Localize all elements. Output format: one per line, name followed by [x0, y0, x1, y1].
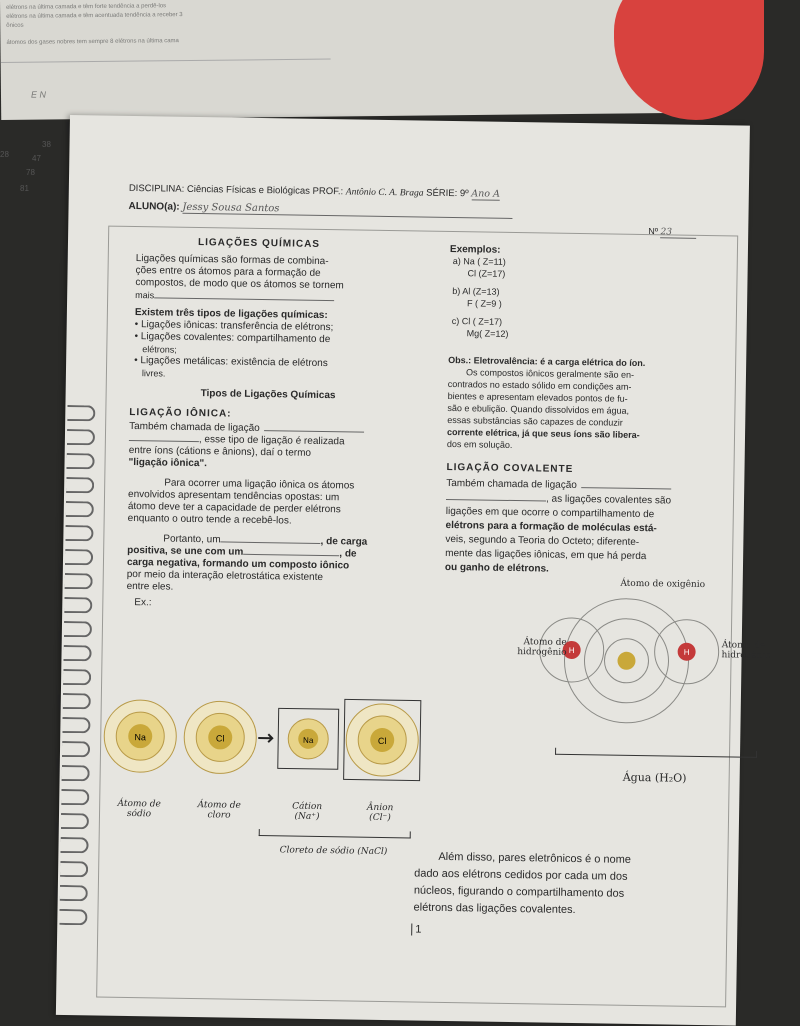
bg-text-line: elétrons na última camada e têm acentuada tendência a receber 3: [6, 12, 183, 20]
types-intro: Existem três tipos de ligações químicas:: [134, 307, 328, 322]
paragraph-line: Para ocorrer uma ligação iônica os átomos: [164, 477, 355, 492]
chlorine-atom: [184, 701, 257, 774]
type-covalent: elétrons;: [142, 344, 177, 355]
section-title: LIGAÇÕES QUÍMICAS: [197, 237, 321, 250]
margin-number: 47: [32, 154, 41, 163]
chloride-anion: [344, 699, 421, 780]
student-name: Jessy Sousa Santos: [182, 202, 512, 219]
example-b: F ( Z=9 ): [467, 298, 502, 309]
footer-line: núcleos, figurando o compartilhamento dos: [413, 884, 625, 900]
student-header: [128, 201, 512, 219]
na-plus-symbol: Na: [303, 735, 314, 745]
covalent-text: elétrons para a formação de moléculas está-: [445, 519, 657, 535]
ionic-text: "ligação iônica".: [128, 456, 208, 470]
cl-minus-symbol: Cl: [377, 735, 387, 747]
example-c: c) Cl ( Z=17): [451, 316, 503, 327]
intro-line: Ligações químicas são formas de combina-: [135, 253, 329, 268]
paragraph-line: envolvidos apresentam tendências opostas: um: [127, 488, 340, 504]
covalent-text: mente das ligações iônicas, em que há perda: [445, 547, 647, 563]
caption-chlorine: Átomo de cloro: [197, 800, 241, 821]
oxygen-nucleus: [617, 652, 635, 670]
cl-symbol: Cl: [215, 733, 225, 744]
paragraph-line: enquanto o outro tende a recebê-los.: [127, 512, 292, 527]
obs-line: essas substâncias são capazes de conduzir: [447, 414, 623, 428]
na-symbol: Na: [134, 732, 147, 743]
hydrogen-label-right: Átomo de hidrogênio: [721, 640, 772, 662]
arrow-icon: [258, 734, 272, 742]
water-caption: Água (H₂O): [622, 770, 687, 785]
paragraph-line: positiva, se une com um , de: [127, 544, 357, 560]
oxygen-label: Átomo de oxigênio: [620, 578, 706, 591]
example-label: Ex.:: [134, 597, 152, 609]
type-covalent: • Ligações covalentes: compartilhamento de: [134, 331, 331, 346]
worksheet-page: [56, 115, 772, 1026]
example-b: b) Al (Z=13): [452, 286, 500, 297]
spiral-binding: [59, 405, 101, 945]
intro-line: mais: [135, 289, 334, 304]
covalent-text: ou ganho de elétrons.: [444, 561, 549, 575]
caption-anion: Ânion (Cl⁻): [366, 802, 394, 824]
bg-text-line: átomos dos gases nobres tem sempre 8 elétrons na última cama: [6, 38, 179, 46]
bg-text-line: ônicos: [6, 22, 24, 29]
ionic-text: Também chamada de ligação: [129, 421, 364, 437]
covalent-text: ligações em que ocorre o compartilhamento de: [445, 505, 655, 521]
number-label: Nº: [648, 226, 659, 237]
intro-line: ções entre os átomos para a formação de: [135, 265, 321, 279]
nacl-illustration: [98, 691, 420, 856]
margin-number: 28: [0, 150, 9, 159]
hydrogen-label-left: Átomo de hidrogênio: [517, 637, 567, 658]
example-a: Cl (Z=17): [467, 268, 506, 279]
footer-line: elétrons das ligações covalentes.: [413, 901, 576, 917]
paragraph-line: por meio da interação eletrostática existente: [126, 568, 324, 584]
obs-line: Obs.: Eletrovalência: é a carga elétrica do íon.: [448, 354, 646, 369]
page-number: 1: [411, 923, 421, 935]
covalent-text: veis, segundo a Teoria do Octeto; diferente-: [445, 533, 640, 548]
margin-number: 81: [20, 184, 29, 193]
paragraph-line: átomo deve ter a capacidade de perder elétrons: [127, 500, 341, 516]
ionic-title: LIGAÇÃO IÔNICA:: [129, 406, 232, 420]
bracket: [259, 829, 411, 838]
obs-line: são e ebulição. Quando dissolvidos em água,: [447, 402, 630, 416]
number-value: 23: [660, 227, 696, 239]
obs-line: bientes e apresentam elevados pontos de fu-: [447, 390, 628, 404]
ionic-text: entre íons (cátions e ânions), daí o termo: [128, 444, 312, 459]
type-metallic: livres.: [141, 368, 166, 379]
obs-line: contrados no estado sólido em condições am-: [447, 378, 632, 392]
type-metallic: • Ligações metálicas: existência de elétrons: [134, 355, 328, 370]
paragraph-line: entre eles.: [126, 580, 174, 593]
examples-title: Exemplos:: [449, 243, 501, 256]
serie-value: Ano A: [471, 188, 501, 200]
covalent-text: Também chamada de ligação: [446, 478, 671, 494]
example-a: a) Na ( Z=11): [452, 256, 506, 267]
caption-nacl: Cloreto de sódio (NaCl): [279, 845, 388, 858]
margin-number: 38: [42, 140, 51, 149]
professor-name: Antônio C. A. Braga: [345, 187, 424, 199]
footer-line: Além disso, pares eletrônicos é o nome: [438, 850, 632, 866]
svg-text:H: H: [568, 645, 575, 655]
paragraph-line: Portanto, um , de carga: [163, 533, 368, 548]
ionic-text: , esse tipo de ligação é realizada: [129, 433, 345, 448]
bg-text-line: elétrons na última camada e têm forte tendência a perdê-los: [6, 3, 167, 11]
obs-line: corrente elétrica, já que seus íons são libera-: [446, 426, 640, 440]
discipline-label: DISCIPLINA: Ciências Físicas e Biológicas PROF.:: [128, 182, 344, 198]
sodium-cation: [278, 708, 339, 769]
obs-line: dos em solução.: [446, 438, 513, 450]
sodium-atom: [104, 700, 177, 773]
type-ionic: • Ligações iônicas: transferência de elétrons;: [134, 319, 334, 334]
margin-number: 78: [26, 168, 35, 177]
caption-cation: Cátion (Na⁺): [292, 801, 323, 823]
water-diagram: [435, 588, 737, 753]
footer-line: dado aos elétrons cedidos por cada um dos: [414, 867, 628, 883]
atom-diagram: [99, 691, 421, 806]
example-c: Mg( Z=12): [466, 328, 509, 339]
paragraph-line: carga negativa, formando um composto iônico: [126, 556, 350, 572]
svg-text:H: H: [683, 647, 690, 657]
bg-divider: [1, 59, 331, 63]
covalent-title: LIGAÇÃO COVALENTE: [446, 461, 574, 475]
covalent-text: , as ligações covalentes são: [446, 492, 671, 508]
types-title: Tipos de Ligações Químicas: [200, 388, 336, 402]
background-sheet: [0, 0, 691, 120]
bg-scribble: E N: [30, 89, 47, 100]
water-illustration: [433, 578, 772, 861]
serie-label: SÉRIE: 9º: [426, 187, 469, 200]
student-label: ALUNO(a):: [128, 200, 180, 213]
caption-sodium: Átomo de sódio: [117, 798, 161, 820]
discipline-header: [129, 183, 500, 200]
obs-line: Os compostos iônicos geralmente são en-: [465, 367, 635, 380]
intro-line: compostos, de modo que os átomos se tornem: [135, 277, 344, 292]
